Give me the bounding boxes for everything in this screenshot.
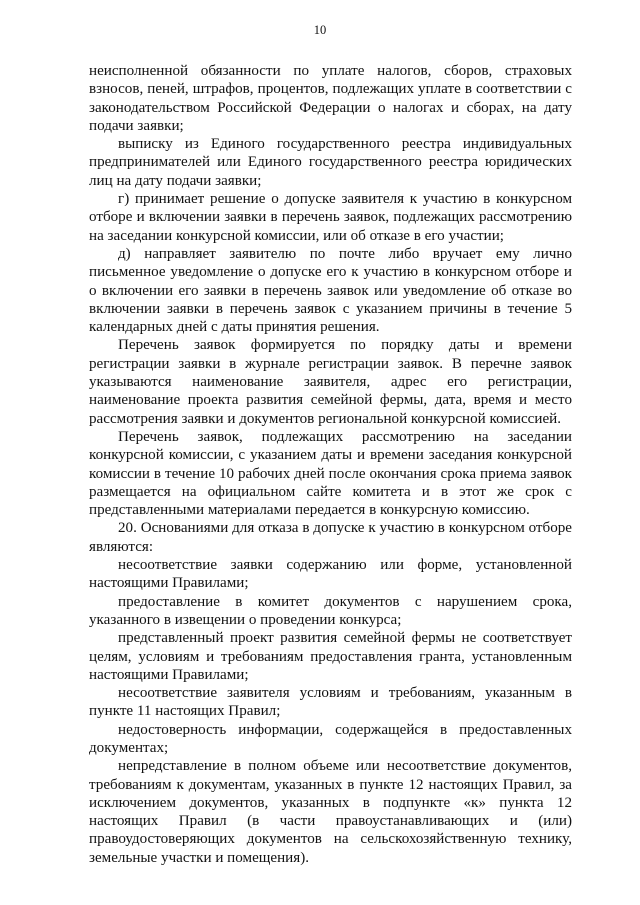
list-item-reason-deadline: предоставление в комитет документов с нарушением срока, указанного в извещении о проведении конкурса;: [89, 593, 572, 628]
paragraph-item-g: г) принимает решение о допуске заявителя к участию в конкурсном отборе и включении заявки в перечень заявок, подлежащих рассмотрению на заседании конкурсной комиссии, или об отказе в его участии;: [89, 191, 572, 244]
document-body: [89, 62, 572, 867]
list-item-reason-incomplete: непредставление в полном объеме или несоответствие документов, требованиям к документам, указанных в пункте 12 настоящих Правил, за исключением документов, указанных в подпункте «к» пункта 12 настоящих Правил (в части правоустанавливающих и (или) правоудостоверяющих документов на сельскохозяйственную технику, земельные участки и помещения).: [89, 758, 572, 866]
paragraph-section-20: 20. Основаниями для отказа в допуске к участию в конкурсном отборе являются:: [89, 520, 572, 555]
list-item-reason-form: несоответствие заявки содержанию или форме, установленной настоящими Правилами;: [89, 557, 572, 592]
list-item-reason-unreliable: недостоверность информации, содержащейся в предоставленных документах;: [89, 721, 572, 756]
paragraph-tax-obligations: неисполненной обязанности по уплате налогов, сборов, страховых взносов, пеней, штрафов, процентов, подлежащих уплате в соответствии с законодательством Российской Федерации о налогах и сборах, на дату подачи заявки;: [89, 63, 572, 134]
paragraph-item-d: д) направляет заявителю по почте либо вручает ему лично письменное уведомление о допуске его к участию в конкурсном отборе и о включении его заявки в перечень заявок или уведомление об отказе во включении заявки в перечень заявок с указанием причины в течение 5 календарных дней с даты принятия решения.: [89, 245, 572, 336]
paragraph-list-formation: Перечень заявок формируется по порядку даты и времени регистрации заявки в журнале регистрации заявок. В перечне заявок указываются наименование заявителя, адрес его регистрации, наименование проекта развития семейной фермы, дата, время и место рассмотрения заявки и документов региональной конкурсной комиссией.: [89, 337, 572, 427]
paragraph-registry-extract: выписку из Единого государственного реестра индивидуальных предпринимателей или Единого государственного реестра юридических лиц на дату подачи заявки;: [89, 136, 572, 189]
list-item-reason-project: представленный проект развития семейной фермы не соответствует целям, условиям и требованиям предоставления гранта, установленным настоящими Правилами;: [89, 630, 572, 683]
page-number: 10: [313, 23, 327, 37]
paragraph-list-publication: Перечень заявок, подлежащих рассмотрению на заседании конкурсной комиссии, с указанием даты и времени заседания конкурсной комиссии в течение 10 рабочих дней после окончания срока приема заявок размещается на официальном сайте комитета и в этот же срок с представленными материалами передается в конкурсную комиссию.: [89, 428, 572, 519]
list-item-reason-applicant: несоответствие заявителя условиям и требованиям, указанным в пункте 11 настоящих Правил;: [89, 685, 572, 720]
